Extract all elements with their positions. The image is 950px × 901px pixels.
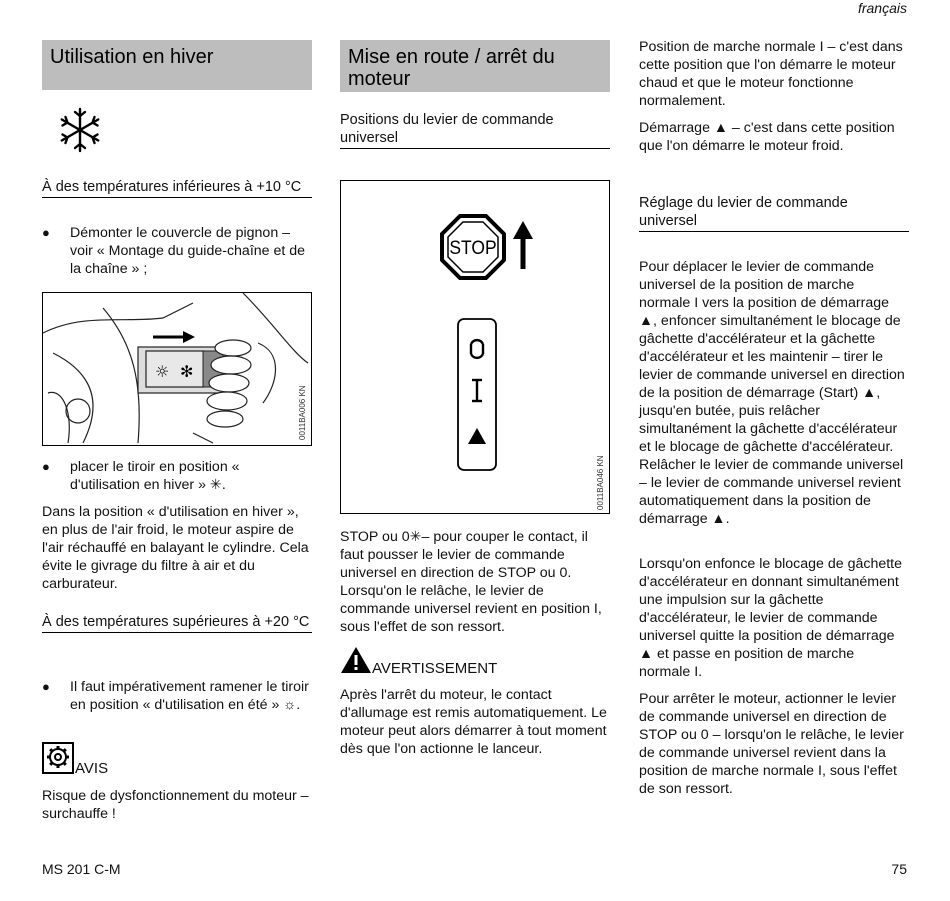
normal-run-paragraph: Position de marche normale I – c'est dans cette position que l'on démarre le moteur chaud et que le moteur fonctionne normalement. (639, 39, 903, 109)
figure-ref-2: 0011BA046 KN (596, 455, 605, 510)
lever-positions-diagram (341, 181, 608, 512)
stop-sign-text: STOP (449, 236, 497, 259)
slider-illustration (43, 293, 310, 444)
notice-text: Risque de dysfonctionnement du moteur – surchauffe ! (42, 788, 309, 822)
start-paragraph: Démarrage ▲ – c'est dans cette position que l'on démarre le moteur froid. (639, 120, 895, 154)
winter-paragraph: Dans la position « d'utilisation en hiver », en plus de l'air froid, le moteur aspire de l'air réchauffé en balayant le cylindre. Cela évite le givrage du filtre à air et du carburateur. (42, 504, 309, 592)
gear-notice-icon (42, 742, 74, 774)
subheading-above-20: À des températures supérieures à +20 °C (42, 613, 312, 633)
warning-text: Après l'arrêt du moteur, le contact d'allumage est remis automatiquement. Le moteur peut alors démarrer à tout moment dès que l'on actionne le lanceur. (340, 687, 607, 757)
figure-winter-slider (42, 292, 312, 446)
adjust-paragraph: Pour déplacer le levier de commande universel de la position de marche normale I vers la position de démarrage ▲, enfoncer simultanément le blocage de gâchette d'accélérateur et la gâchette d'accélérateur et les maintenir – tirer le levier de commande universel en direction de la position de démarrage (Start) ▲, jusqu'en butée, puis relâcher simultanément la gâchette d'accélérateur et le blocage de gâchette d'accélérateur. Relâcher le levier de commande universel – le levier de commande universel revient automatiquement dans la position de démarrage ▲. (639, 259, 905, 527)
figure-lever-positions (340, 180, 610, 514)
bullet-remove-cover-text: Démonter le couvercle de pignon – voir « Montage du guide-chaîne et de la chaîne » ; (70, 225, 306, 277)
section-title-start-stop: Mise en route / arrêt du moteur (340, 40, 610, 92)
bullet-summer-position-text: Il faut impérativement ramener le tiroir en position « d'utilisation en été » ☼. (70, 679, 309, 713)
svg-text:☼: ☼ (155, 362, 170, 381)
bullet-remove-cover: ● Démonter le couvercle de pignon – voir « Montage du guide-chaîne et de la chaîne » ; (42, 224, 312, 278)
figure-ref-1: 0011BA006 KN (298, 385, 307, 440)
warning-triangle-icon (340, 646, 372, 674)
snowflake-icon (56, 106, 104, 154)
model-name: MS 201 C-M (42, 861, 121, 877)
page-number: 75 (891, 861, 907, 877)
warning-label: AVERTISSEMENT (372, 660, 498, 677)
subheading-lever-positions: Positions du levier de commande universel (340, 111, 610, 149)
language-label: français (857, 0, 907, 16)
throttle-paragraph: Lorsqu'on enfonce le blocage de gâchette d'accélérateur en donnant simultanément une impulsion sur la gâchette d'accélérateur, le levier de commande universel quitte la position de démarrage ▲ et passe en position de marche normale I. (639, 556, 903, 680)
bullet-winter-position-text: placer le tiroir en position « d'utilisation en hiver » ✳. (70, 459, 240, 493)
svg-text:✻: ✻ (180, 362, 194, 381)
bullet-summer-position: ● Il faut impérativement ramener le tiroir en position « d'utilisation en été » ☼. (42, 678, 312, 714)
stop-paragraph: STOP ou 0✳– pour couper le contact, il faut pousser le levier de commande universel en direction de STOP ou 0. Lorsqu'on le relâche, le levier de commande universel revient en position I, sous l'effet de son ressort. (340, 529, 602, 635)
section-title-winter: Utilisation en hiver (42, 40, 312, 90)
subheading-below-10: À des températures inférieures à +10 °C (42, 178, 312, 198)
notice-label: AVIS (75, 760, 109, 777)
bullet-winter-position: ● placer le tiroir en position « d'utilisation en hiver » ✳. (42, 458, 312, 494)
stop-engine-paragraph: Pour arrêter le moteur, actionner le levier de commande universel en direction de STOP ou 0 – lorsqu'on le relâche, le levier de commande universel revient dans la position de marche normale I, sous l'effet de son ressort. (639, 691, 904, 797)
subheading-lever-adjust: Réglage du levier de commande universel (639, 194, 909, 232)
